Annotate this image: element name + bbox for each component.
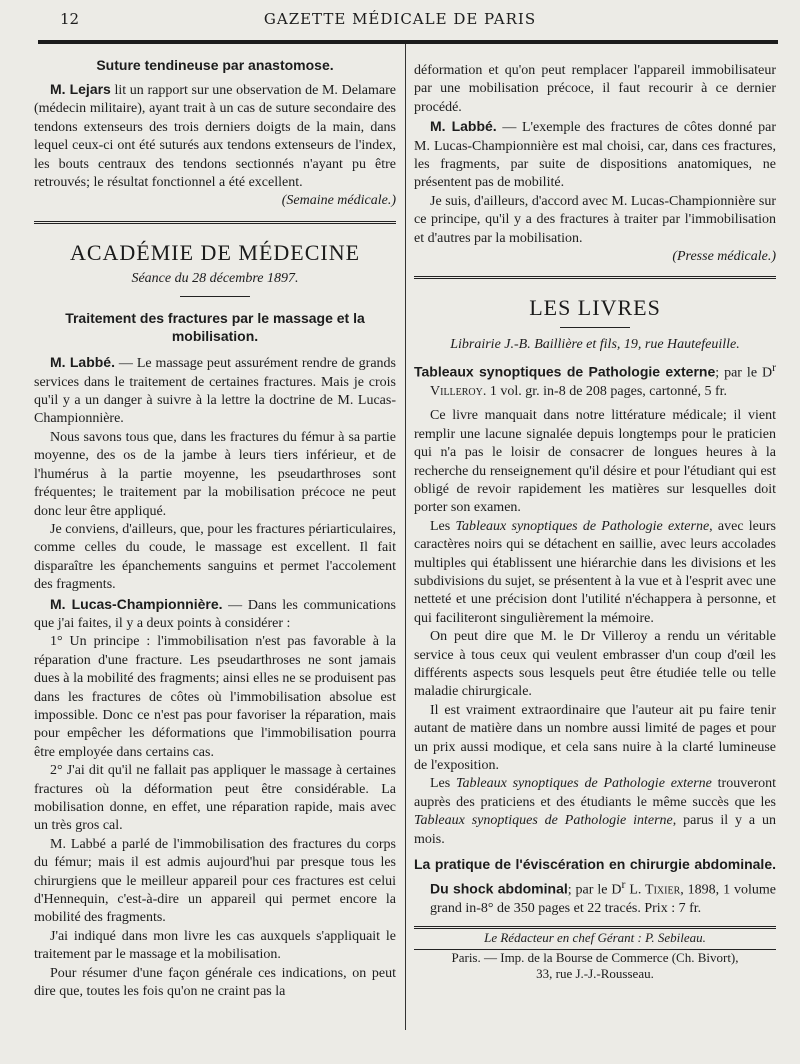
text: Les: [430, 518, 456, 534]
speaker-lucas: M. Lucas-Championnière.: [50, 595, 223, 612]
printer-line: Paris. — Imp. de la Bourse de Commerce (Ch. Bivort),: [451, 950, 739, 966]
speaker-labbe: M. Labbé.: [430, 118, 497, 135]
italic-title: Tableaux synoptiques de Pathologie interne: [414, 813, 673, 829]
book-entry-2: [414, 855, 776, 918]
paragraph: Il est vraiment extraordinaire que l'auteur ait pu faire tenir autant de matière dans un nombre aussi limité de pages et pour un prix aussi modique, et cela sans nuire à la clarté lumineuse de l'exposition.: [414, 702, 776, 774]
publisher-line: Librairie J.-B. Baillière et fils, 19, rue Hautefeuille.: [450, 337, 740, 353]
left-column: [34, 56, 396, 1001]
italic-title: Tableaux synoptiques de Pathologie externe: [455, 518, 710, 534]
column-divider: [405, 44, 406, 1030]
book-author: L. Tixier: [629, 882, 681, 898]
paragraph: [414, 518, 776, 628]
text: Les: [430, 776, 456, 792]
suture-text: lit un rapport sur une observation de M. Delamare (médecin militaire), ayant trait à un cas de suture secondaire des tendons extenseurs des trois derniers doigts de la main, dans lequel ceux-ci ont été suturés aux tendons extenseurs de l'index, les bouts centraux des tendons sectionnés n'ayant pu être retrouvés; le résultat fonctionnel a été excellent.: [34, 83, 396, 191]
book-meta: , 1898, 1 volume grand in-8° de 350 pages et 22 tracés. Prix : 7 fr.: [430, 882, 776, 916]
speaker-labbe: M. Labbé.: [50, 354, 115, 371]
paragraph-text: — Le massage peut assurément rendre de grands services dans le traitement de certaines fractures. Mais je crois qu'il y a un danger à suivre à la lettre la doctrine de M. Lucas-Championnière.: [34, 356, 396, 427]
journal-title: GAZETTE MÉDICALE DE PARIS: [263, 10, 537, 28]
paragraph: J'ai indiqué dans mon livre les cas auxquels s'appliquait le traitement par le massage et la mobilisation.: [34, 928, 396, 963]
book-entry-1: [414, 359, 776, 401]
book-title: La pratique de l'éviscération en chirurgie abdominale. Du shock abdominal: [414, 856, 776, 897]
paragraph: Je conviens, d'ailleurs, que, pour les fractures périarticulaires, comme celles du coude, le massage est excellent. Il fait disparaître les épanchements sanguins et permet l'accolement des fragments.: [34, 521, 396, 593]
paragraph-text: — Dans les communications que j'ai faites, il y a deux points à considérer :: [34, 597, 396, 631]
topic-heading: Traitement des fractures par le massage et la mobilisation.: [65, 310, 365, 345]
paragraph: Pour résumer d'une façon générale ces indications, on peut dire que, toutes les fois qu'on ne craint pas la: [34, 965, 396, 1000]
session-date: Séance du 28 décembre 1897.: [131, 270, 299, 286]
header-rule: [38, 40, 778, 44]
suture-paragraph: [34, 80, 396, 192]
italic-title: Tableaux synoptiques de Pathologie externe: [456, 776, 712, 792]
paragraph-text: — L'exemple des fractures de côtes donné par M. Lucas-Championnière est mal choisi, car, dans ces fractures, les fragments, par suite de dispositions anatomiques, ne présentent pas de mobilité.: [414, 120, 776, 191]
paragraph-labbe: [34, 353, 396, 429]
book-title: Tableaux synoptiques de Pathologie externe: [414, 363, 716, 380]
paragraph: On peut dire que M. le Dr Villeroy a rendu un véritable service à tous ceux qui veulent embrasser d'un coup d'œil les différents aspects sous lesquels peut être étudiée telle ou telle maladie chirurgicale.: [414, 629, 776, 700]
suture-heading: Suture tendineuse par anastomose.: [96, 57, 334, 73]
paragraph: déformation et qu'on peut remplacer l'appareil immobilisateur par une mobilisation précoce, il faut recourir à ce dernier procédé.: [414, 63, 776, 115]
superscript: r: [621, 877, 626, 891]
paragraph: 1° Un principe : l'immobilisation n'est pas favorable à la réparation d'une fracture. Les pseudarthroses ne sont jamais dues à la mobilité des fragments; ainsi elles ne se produisent pas dans les fractures de côtes où l'immobilisation absolue est impossible. Donc ce n'est pas pour favoriser la réparation, mais pour empêcher les déformations que l'immobilisation pourra être employée dans certains cas.: [34, 634, 396, 760]
paragraph: Ce livre manquait dans notre littérature médicale; il vient remplir une lacune signalée depuis longtemps pour le praticien qui n'a pas le loisir de consacrer de longues heures à la recherche du renseignement qu'il désire et pour l'étudiant qui est obligé de revoir rapidement les matières sur lesquelles doit porter son examen.: [414, 408, 776, 516]
paragraph: Je suis, d'ailleurs, d'accord avec M. Lucas-Championnière sur ce principe, qu'il y a des fractures à traiter par l'immobilisation et d'autres par la mobilisation.: [414, 193, 776, 246]
suture-source: (Semaine médicale.): [281, 193, 396, 209]
printer-address: 33, rue J.-J.-Rousseau.: [536, 966, 654, 982]
paragraph: 2° J'ai dit qu'il ne fallait pas appliquer le massage à certaines fractures où la déformation peut être considérable. La mobilisation donne, en effet, une réparation rapide, mais avec un très gros cal.: [34, 763, 396, 834]
superscript: r: [772, 360, 776, 374]
books-heading: LES LIVRES: [529, 295, 661, 321]
text: , avec leurs caractères noirs qui se détachent en saillie, avec leurs accolades multiples qui établissent une hiérarchie dans les divisions et les subdivisions du sujet, se présentent à la vue et à l'esprit avec une netteté et une précision dont l'utilité n'échappera à personne, et qui faciliteront singulièrement la mémoire.: [414, 518, 777, 626]
suture-author: M. Lejars: [50, 81, 111, 97]
book-author: Villeroy: [430, 383, 483, 399]
editor-line: Le Rédacteur en chef Gérant : P. Sebileau.: [484, 929, 706, 945]
book-meta: ; par le D: [567, 882, 622, 898]
paragraph-lucas: [34, 595, 396, 634]
paragraph: M. Labbé a parlé de l'immobilisation des fractures du corps du fémur; mais il est admis aujourd'hui par presque tous les chirurgiens que le meilleur appareil pour ces fractures est celui d'Hennequin, c'est-à-dire un appareil qui permet encore la mobilité des fragments.: [34, 836, 396, 926]
book-meta: . 1 vol. gr. in-8 de 208 pages, cartonné, 5 fr.: [482, 383, 728, 399]
presse-source: (Presse médicale.): [672, 249, 776, 265]
book-meta: ; par le D: [715, 365, 773, 381]
page-header: [0, 8, 800, 30]
paragraph: Nous savons tous que, dans les fractures du fémur à sa partie moyenne, des os de la jambe à leurs tiers inférieur, et de l'humérus à la partie moyenne, les pseudarthroses sont fréquentes; le traitement par la mobilisation précoce ne peut donc leur être appliqué.: [34, 429, 396, 519]
page-number: 12: [60, 10, 80, 28]
paragraph-labbe: [414, 117, 776, 193]
text: trouveront auprès des praticiens et des étudiants le même succès que les: [414, 776, 776, 810]
academy-heading: ACADÉMIE DE MÉDECINE: [69, 239, 361, 265]
right-column: [414, 62, 776, 982]
text: , parus il y a un mois.: [414, 813, 776, 847]
paragraph: [414, 775, 776, 849]
